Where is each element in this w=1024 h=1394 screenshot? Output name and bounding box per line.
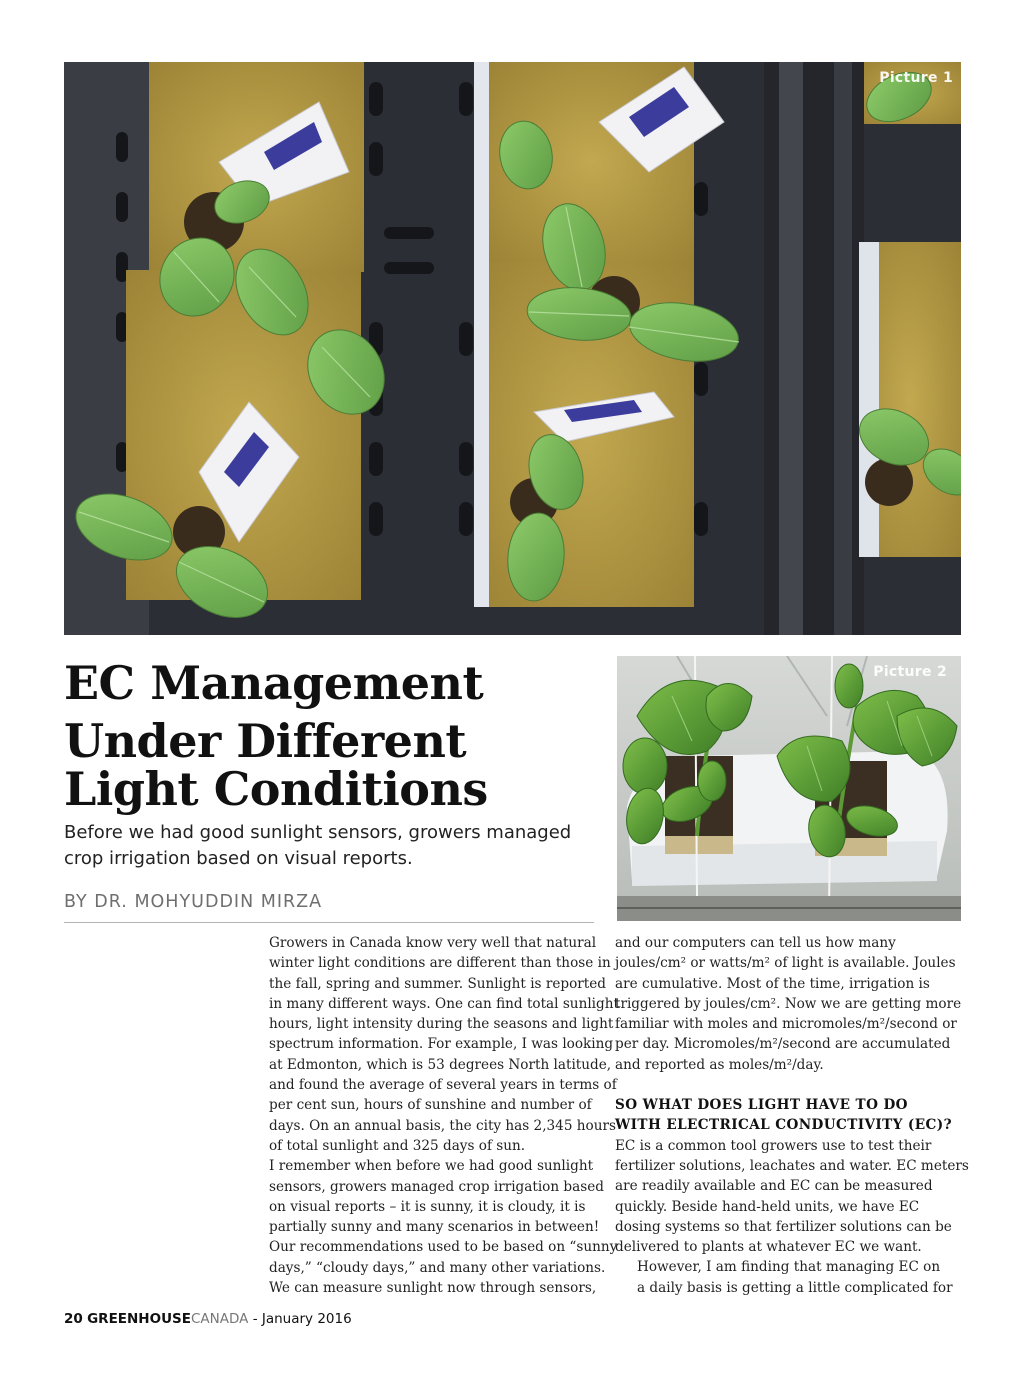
byline-divider	[64, 922, 594, 923]
cucumber-plants-photo	[617, 656, 961, 921]
paragraph-3	[247, 1278, 597, 1298]
heading-line-1: SO WHAT DOES LIGHT HAVE TO DO	[615, 1097, 908, 1114]
text-line: EC is a common tool growers use to test their	[615, 1137, 932, 1154]
text-line: joules/cm² or watts/m² of light is available. Joules	[615, 955, 956, 972]
text-line: at Edmonton, which is 53 degrees North latitude,	[269, 1056, 612, 1073]
text-line: are readily available and EC can be measured	[615, 1178, 933, 1195]
title-line-1: EC Management	[64, 656, 484, 710]
text-line: and reported as moles/m²/day.	[615, 1056, 824, 1073]
text-line: We can measure sunlight now through sensors,	[269, 1280, 597, 1297]
text-line: hours, light intensity during the seasons and light	[269, 1016, 614, 1033]
text-line: per day. Micromoles/m²/second are accumulated	[615, 1036, 951, 1053]
paragraph-2	[247, 1156, 618, 1278]
text-line: days. On an annual basis, the city has 2,345 hours	[269, 1117, 616, 1134]
paragraph-6	[615, 1257, 965, 1298]
paragraph-1	[247, 933, 619, 1156]
text-line: Growers in Canada know very well that natural	[269, 935, 597, 951]
text-line: sensors, growers managed crop irrigation based	[269, 1178, 604, 1195]
text-line: on visual reports – it is sunny, it is cloudy, it is	[269, 1198, 586, 1215]
dek-line-2: crop irrigation based on visual reports.	[64, 848, 413, 869]
picture-1-label: Picture 1	[879, 70, 953, 86]
text-line: quickly. Beside hand-held units, we have EC	[615, 1198, 920, 1215]
text-line: days,” “cloudy days,” and many other variations.	[269, 1259, 606, 1276]
text-line: fertilizer solutions, leachates and water. EC meters	[615, 1157, 969, 1174]
title-line-2: Under Different	[64, 714, 467, 768]
text-line: Our recommendations used to be based on “sunny	[269, 1239, 618, 1256]
picture-2	[617, 656, 961, 921]
text-line: of total sunlight and 325 days of sun.	[269, 1137, 526, 1154]
seedling-tray-photo	[64, 62, 961, 635]
text-line: I remember when before we had good sunlight	[269, 1158, 594, 1175]
text-line: dosing systems so that fertilizer solutions can be	[615, 1218, 952, 1235]
byline: BY DR. MOHYUDDIN MIRZA	[64, 892, 323, 912]
text-line: and our computers can tell us how many	[615, 935, 896, 951]
page-footer	[64, 1311, 352, 1327]
text-line: partially sunny and many scenarios in between!	[269, 1219, 600, 1236]
article-title	[64, 654, 604, 818]
text-line: the fall, spring and summer. Sunlight is reported	[269, 975, 606, 992]
section-heading	[615, 1095, 965, 1136]
text-line: familiar with moles and micromoles/m²/second or	[615, 1016, 957, 1033]
text-line: delivered to plants at whatever EC we want.	[615, 1239, 922, 1256]
paragraph-4	[615, 933, 965, 1075]
text-line: winter light conditions are different than those in	[269, 955, 611, 972]
text-line: and found the average of several years in terms of	[269, 1077, 617, 1094]
text-line: spectrum information. For example, I was looking	[269, 1036, 614, 1053]
text-line: are cumulative. Most of the time, irrigation is	[615, 975, 930, 992]
picture-2-label: Picture 2	[873, 664, 947, 680]
text-line: a daily basis is getting a little complicated for	[637, 1279, 953, 1296]
magazine-name-suffix: CANADA	[191, 1311, 249, 1327]
picture-1	[64, 62, 961, 635]
text-line: triggered by joules/cm². Now we are getting more	[615, 995, 962, 1012]
title-line-3: Light Conditions	[64, 762, 488, 816]
text-line: in many different ways. One can find total sunlight	[269, 995, 619, 1012]
magazine-name: GREENHOUSE	[87, 1311, 191, 1327]
body-column-2	[615, 933, 969, 1298]
page-number: 20	[64, 1311, 83, 1327]
article-dek	[64, 820, 604, 872]
text-line: per cent sun, hours of sunshine and number of	[269, 1097, 592, 1114]
issue-date: - January 2016	[252, 1311, 352, 1327]
dek-line-1: Before we had good sunlight sensors, growers managed	[64, 822, 572, 843]
heading-line-2: WITH ELECTRICAL CONDUCTIVITY (EC)?	[615, 1117, 952, 1134]
body-column-1	[247, 933, 619, 1298]
text-line: However, I am finding that managing EC on	[637, 1259, 941, 1276]
paragraph-5	[615, 1136, 969, 1258]
